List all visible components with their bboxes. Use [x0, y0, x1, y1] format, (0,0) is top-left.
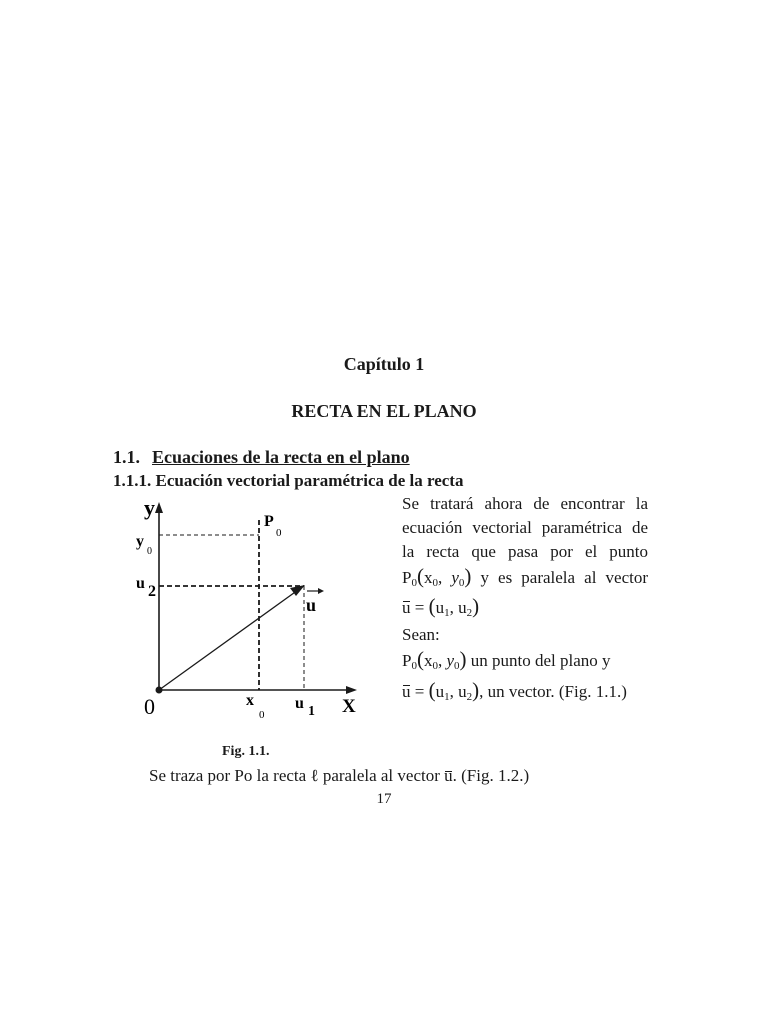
figure-caption: Fig. 1.1.	[222, 744, 270, 759]
x-axis-label: X	[342, 696, 356, 717]
body-line-2: ecuación vectorial paramétrica de	[402, 518, 648, 537]
x0-label-sub: 0	[259, 709, 265, 721]
y-axis-label: y	[144, 496, 155, 520]
u2-label-sub: 2	[148, 583, 156, 600]
body-sean: Sean:	[402, 625, 440, 644]
subsection-number: 1.1.1.	[113, 471, 152, 490]
point-p0-expression-2: $P_0(x_0$, $y_0$)	[402, 647, 467, 672]
vector-u-label: u	[306, 595, 317, 615]
body-line-4	[402, 566, 648, 590]
x-axis-arrowhead	[346, 686, 357, 694]
section-number: 1.1.	[113, 447, 140, 467]
section-heading	[113, 447, 410, 468]
y0-label: y	[136, 533, 144, 550]
p0-label: P	[264, 513, 274, 530]
vector-u-label-arrowhead	[318, 588, 324, 594]
body-line-4-text: y es paralela al vector	[480, 568, 649, 587]
body-line-7-text: un punto del plano y	[470, 651, 611, 670]
vector-u-line	[159, 590, 298, 690]
ell-symbol: ℓ	[310, 766, 319, 785]
figure-vector-diagram	[128, 496, 368, 726]
body-line-8-text: , un vector. (Fig. 1.1.)	[479, 682, 627, 701]
chapter-heading: Capítulo 1	[343, 354, 425, 374]
origin-point	[156, 687, 163, 694]
point-p0-expression: $P_0(x_0$, $y_0$)	[402, 564, 472, 589]
x0-label: x	[246, 692, 254, 709]
section-title: Ecuaciones de la recta en el plano	[152, 447, 410, 467]
u1-label-sub: 1	[308, 704, 315, 719]
p0-label-sub: 0	[276, 527, 282, 539]
subsection-title: Ecuación vectorial paramétrica de la recta	[155, 471, 464, 490]
page-number: 17	[376, 791, 392, 807]
body-line-1: Se tratará ahora de encontrar la	[402, 494, 648, 513]
subsection-heading	[113, 471, 463, 491]
body-line-3: la recta que pasa por el punto	[402, 542, 648, 561]
body-line-7	[402, 649, 662, 673]
y-axis-arrowhead	[155, 502, 163, 513]
u2-label: u	[136, 575, 145, 592]
y0-label-sub: 0	[147, 546, 152, 557]
u1-label: u	[295, 695, 304, 712]
vector-u-definition: $u = (u_1$, $u_2$)	[402, 594, 480, 619]
vector-u-symbol: u	[444, 766, 453, 785]
trace-sentence: Se traza por Po la recta ℓ paralela al vector u. (Fig. 1.2.)	[149, 766, 530, 785]
page-title: RECTA EN EL PLANO	[291, 401, 477, 421]
body-line-8: $u = (u_1$, $u_2$), un vector. (Fig. 1.1.)	[402, 678, 627, 703]
origin-label: 0	[144, 694, 155, 719]
